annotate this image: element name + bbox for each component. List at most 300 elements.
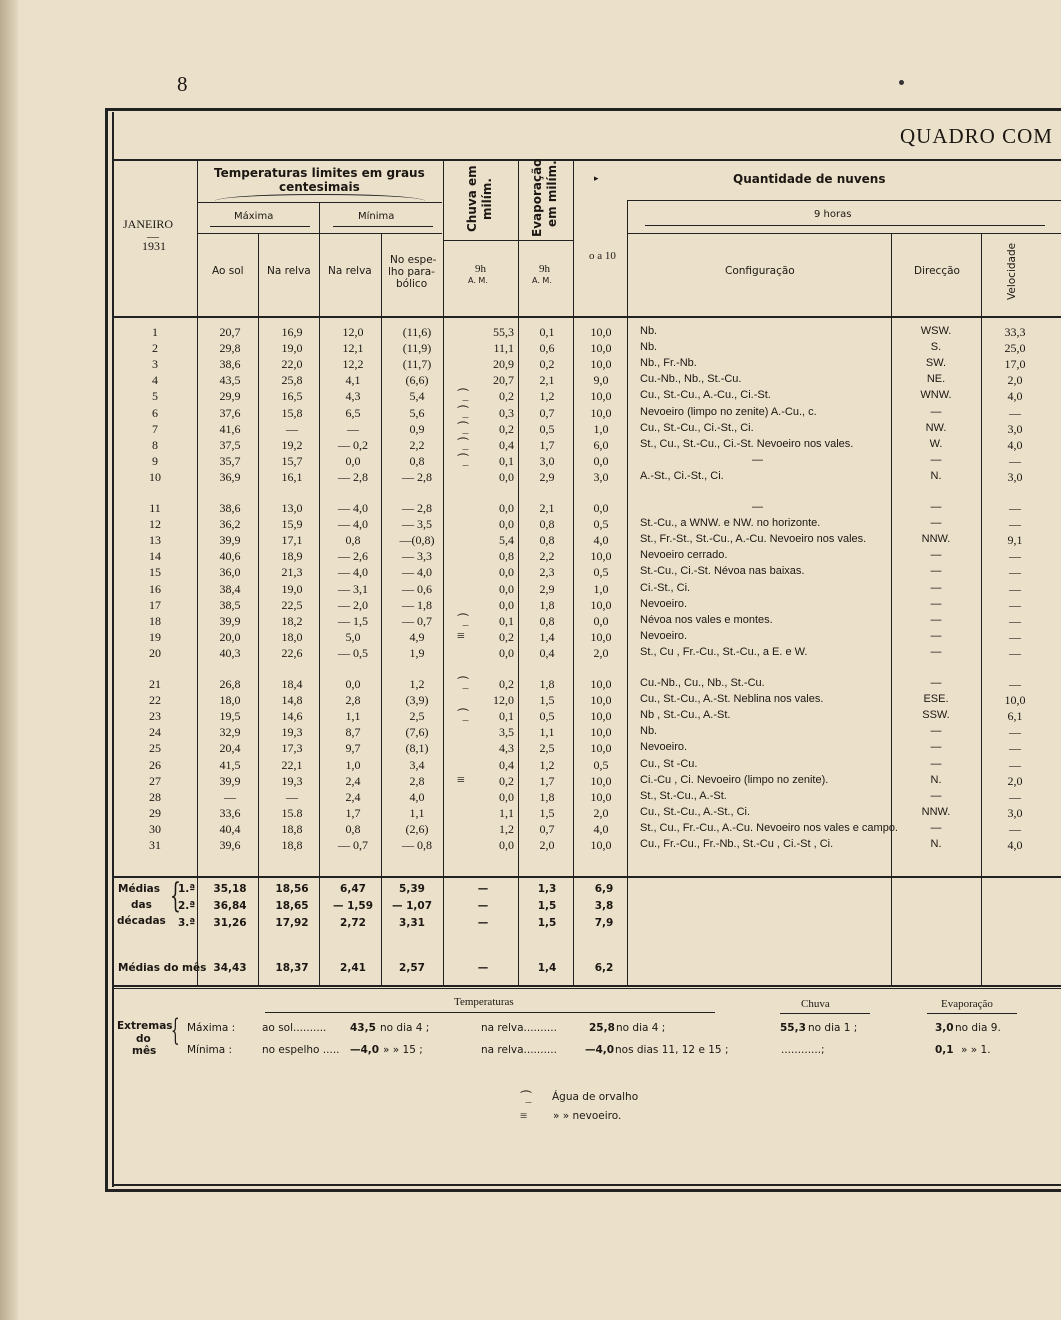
cell-relva-max: 15,9 bbox=[281, 517, 303, 532]
cell-relva-max: 19,0 bbox=[281, 341, 303, 356]
ext-chuva-min: ............; bbox=[781, 1044, 825, 1056]
media-mes-sol: 34,43 bbox=[213, 962, 247, 974]
ext-max-relva-val: 25,8 bbox=[589, 1022, 615, 1034]
cell-relva-min: 1,1 bbox=[345, 709, 361, 724]
media-sol: 35,18 bbox=[213, 883, 247, 895]
cell-configuracao: Ci.-Cu , Ci. Nevoeiro (limpo no zenite). bbox=[640, 773, 829, 786]
cell-chuva: 0,0 bbox=[499, 565, 514, 580]
media-mes-relva-min: 2,41 bbox=[340, 962, 366, 974]
cell-day: 9 bbox=[152, 453, 158, 468]
cell-velocidade: 4,0 bbox=[1007, 389, 1023, 404]
cell-nuvens: 3,0 bbox=[593, 469, 609, 484]
cell-chuva: 5,4 bbox=[499, 533, 514, 548]
cell-sol: 37,6 bbox=[219, 405, 241, 420]
cell-configuracao: Cu., Fr.-Cu., Fr.-Nb., St.-Cu , Ci.-St , Ci. bbox=[640, 838, 834, 850]
cell-day: 16 bbox=[149, 581, 161, 596]
cell-relva-min: 0,0 bbox=[345, 453, 361, 468]
cell-direccao: SSW. bbox=[922, 709, 950, 722]
cell-relva-max: 18,8 bbox=[281, 821, 303, 836]
media-evap: 1,5 bbox=[537, 917, 557, 929]
cell-day: 7 bbox=[152, 421, 158, 436]
cell-velocidade: 10,0 bbox=[1004, 693, 1026, 708]
cell-velocidade: 9,1 bbox=[1007, 533, 1023, 548]
cell-direccao: — bbox=[930, 517, 942, 530]
cell-day: 24 bbox=[149, 725, 161, 740]
cell-direccao: — bbox=[930, 405, 942, 418]
cell-chuva: 3,5 bbox=[499, 725, 514, 740]
cell-sol: — bbox=[224, 789, 236, 804]
cell-nuvens: 0,0 bbox=[593, 453, 609, 468]
cell-relva-min: 12,0 bbox=[342, 325, 364, 339]
cell-velocidade: 4,0 bbox=[1007, 437, 1023, 452]
cell-relva-min: 9,7 bbox=[345, 741, 361, 756]
cell-chuva: 0,2 bbox=[499, 773, 514, 788]
media-relva-max: 17,92 bbox=[275, 917, 309, 929]
cell-velocidade: 25,0 bbox=[1004, 341, 1026, 356]
cell-velocidade: 3,0 bbox=[1007, 469, 1023, 484]
cell-nuvens: 9,0 bbox=[593, 373, 609, 388]
cell-espelho: (7,6) bbox=[405, 725, 429, 740]
col-rule-9 bbox=[891, 233, 892, 986]
cell-relva-max: — bbox=[286, 789, 298, 804]
espelho-header-2: lho para- bbox=[388, 266, 435, 278]
cell-sol: 35,7 bbox=[219, 453, 241, 468]
cell-velocidade: — bbox=[1009, 741, 1021, 756]
cell-nuvens: 10,0 bbox=[590, 693, 612, 708]
page-title: QUADRO COM bbox=[900, 124, 1053, 148]
cell-configuracao: — bbox=[752, 501, 763, 513]
cell-day: 25 bbox=[149, 741, 161, 756]
cell-sol: 20,4 bbox=[219, 741, 241, 756]
cell-chuva: 0,1 bbox=[499, 709, 514, 724]
cell-sol: 39,9 bbox=[219, 533, 241, 548]
ext-temp-brace bbox=[265, 1012, 715, 1019]
media-espelho: — 1,07 bbox=[391, 900, 433, 912]
cell-chuva: 0,0 bbox=[499, 597, 514, 612]
cell-espelho: 1,9 bbox=[409, 645, 425, 660]
cell-nuvens: 6,0 bbox=[593, 437, 609, 452]
medias-mes-label: Médias do mês bbox=[118, 962, 207, 974]
cell-relva-min: — 2,8 bbox=[338, 469, 368, 484]
cell-direccao: NE. bbox=[926, 373, 946, 386]
cell-sol: 40,6 bbox=[219, 549, 241, 564]
cell-espelho: 5,4 bbox=[409, 389, 425, 404]
cell-evap: 0,4 bbox=[539, 645, 555, 660]
ext-evap-val: 3,0 bbox=[935, 1022, 954, 1034]
cell-sol: 29,9 bbox=[219, 389, 241, 404]
dew-icon: ⏜̲ bbox=[457, 404, 469, 419]
nove-horas-subrule bbox=[627, 233, 1061, 234]
cell-day: 3 bbox=[152, 357, 158, 372]
media-nuvens: 3,8 bbox=[594, 900, 614, 912]
cell-relva-max: 22,1 bbox=[281, 757, 303, 772]
dew-icon: ⏜̲ bbox=[457, 452, 469, 467]
cell-day: 4 bbox=[152, 373, 158, 388]
ext-max-sol: ao sol.......... bbox=[262, 1022, 327, 1034]
cell-relva-min: 12,2 bbox=[342, 357, 364, 372]
cell-espelho: — 2,8 bbox=[402, 501, 432, 515]
cell-relva-min: — 4,0 bbox=[338, 565, 368, 580]
cell-evap: 0,8 bbox=[539, 517, 555, 532]
cell-relva-min: 4,3 bbox=[345, 389, 361, 404]
cell-day: 11 bbox=[149, 501, 161, 515]
cell-chuva: 0,2 bbox=[499, 629, 514, 644]
cell-velocidade: 3,0 bbox=[1007, 421, 1023, 436]
cell-configuracao: Nb., Fr.-Nb. bbox=[640, 357, 697, 370]
cell-direccao: — bbox=[930, 645, 942, 658]
cell-relva-min: — 3,1 bbox=[338, 581, 368, 596]
col-rule-3 bbox=[319, 202, 320, 986]
medias-bottom-rule-2 bbox=[112, 988, 1061, 989]
cell-configuracao: A.-St., Ci.-St., Ci. bbox=[640, 469, 724, 482]
cell-espelho: — 4,0 bbox=[402, 565, 432, 580]
cell-espelho: (3,9) bbox=[405, 693, 429, 708]
cell-evap: 0,5 bbox=[539, 709, 555, 724]
cell-configuracao: Nevoeiro. bbox=[640, 741, 688, 754]
cell-relva-max: 21,3 bbox=[281, 565, 303, 580]
cell-direccao: — bbox=[930, 501, 942, 513]
cell-relva-min: 2,8 bbox=[345, 693, 361, 708]
ext-max-relva: na relva.......... bbox=[481, 1022, 557, 1034]
media-mes-espelho: 2,57 bbox=[399, 962, 425, 974]
cell-chuva: 0,0 bbox=[499, 581, 514, 596]
cell-espelho: — 0,7 bbox=[402, 613, 432, 628]
cell-day: 26 bbox=[149, 757, 161, 772]
cell-relva-max: 18,0 bbox=[281, 629, 303, 644]
nove-horas-brace bbox=[645, 225, 1045, 232]
cell-chuva: 20,7 bbox=[493, 373, 514, 388]
decada-label: 2.ª bbox=[178, 900, 196, 912]
cell-relva-max: 15.8 bbox=[281, 805, 303, 820]
ext-min-relva-val: —4,0 bbox=[585, 1044, 615, 1056]
month-dash: — bbox=[147, 229, 159, 243]
media-chuva: — bbox=[477, 900, 489, 912]
ext-evap-dia: no dia 9. bbox=[955, 1022, 1001, 1034]
cell-configuracao: St.-Cu., Ci.-St. Névoa nas baixas. bbox=[640, 565, 805, 578]
ext-max-sol-dia: no dia 4 ; bbox=[380, 1022, 430, 1034]
cell-relva-min: — 0,7 bbox=[338, 838, 368, 852]
cell-nuvens: 10,0 bbox=[590, 709, 612, 724]
dew-icon: ⏜̲ bbox=[457, 436, 469, 451]
cell-espelho: — 2,8 bbox=[402, 469, 432, 484]
decada-label: 3.ª bbox=[178, 917, 196, 929]
cell-nuvens: 10,0 bbox=[590, 325, 612, 339]
cell-espelho: 4,9 bbox=[409, 629, 425, 644]
fog-icon: ≡ bbox=[457, 628, 465, 644]
dew-icon: ⏜̲ bbox=[457, 612, 469, 627]
cell-configuracao: Cu., St.-Cu., Ci.-St., Ci. bbox=[640, 421, 754, 434]
temp-title-1: Temperaturas limites em graus bbox=[214, 166, 425, 180]
cell-nuvens: 10,0 bbox=[590, 677, 612, 691]
cell-nuvens: 0,0 bbox=[593, 613, 609, 628]
extremas-label-3: mês bbox=[132, 1045, 157, 1057]
cell-evap: 2,1 bbox=[539, 501, 555, 515]
cell-relva-max: 19,0 bbox=[281, 581, 303, 596]
cell-chuva: 1,1 bbox=[499, 805, 514, 820]
media-nuvens: 6,9 bbox=[594, 883, 614, 895]
cell-espelho: (6,6) bbox=[405, 373, 429, 388]
ext-temperaturas-header: Temperaturas bbox=[454, 996, 514, 1008]
cell-configuracao: Névoa nos vales e montes. bbox=[640, 613, 773, 626]
cell-relva-max: — bbox=[286, 421, 298, 436]
dew-icon: ⏜̲ bbox=[457, 388, 469, 403]
cell-evap: 2,5 bbox=[539, 741, 555, 756]
cell-configuracao: St., Cu , Fr.-Cu., St.-Cu., a E. e W. bbox=[640, 645, 808, 658]
cell-espelho: (8,1) bbox=[405, 741, 429, 756]
media-relva-min: 2,72 bbox=[340, 917, 366, 929]
cell-evap: 1,8 bbox=[539, 789, 555, 804]
cell-velocidade: — bbox=[1009, 565, 1021, 580]
cell-espelho: (2,6) bbox=[405, 821, 429, 836]
cell-relva-max: 13,0 bbox=[281, 501, 303, 515]
media-sol: 36,84 bbox=[213, 900, 247, 912]
cell-direccao: NW. bbox=[925, 421, 947, 434]
cell-velocidade: 2,0 bbox=[1007, 373, 1023, 388]
dew-icon: ⏜̲ bbox=[457, 676, 469, 690]
cell-evap: 1,2 bbox=[539, 757, 555, 772]
chuva-am: A. M. bbox=[468, 276, 488, 285]
cell-espelho: —(0,8) bbox=[399, 533, 435, 548]
cell-sol: 18,0 bbox=[219, 693, 241, 708]
cell-evap: 2,9 bbox=[539, 469, 555, 484]
media-mes-chuva: — bbox=[477, 962, 489, 974]
cell-chuva: 0,0 bbox=[499, 789, 514, 804]
cell-direccao: ESE. bbox=[923, 693, 949, 706]
zero-dez-header: o a 10 bbox=[589, 250, 616, 262]
cell-nuvens: 10,0 bbox=[590, 838, 612, 852]
medias-brace: { bbox=[170, 876, 181, 916]
medias-bottom-rule bbox=[112, 985, 1061, 987]
cell-sol: 20,0 bbox=[219, 629, 241, 644]
cell-espelho: — 1,8 bbox=[402, 597, 432, 612]
cell-velocidade: — bbox=[1009, 613, 1021, 628]
cell-velocidade: 3,0 bbox=[1007, 805, 1023, 820]
cell-day: 10 bbox=[149, 469, 161, 484]
ext-max-relva-dia: no dia 4 ; bbox=[616, 1022, 666, 1034]
na-relva-min-header: Na relva bbox=[328, 265, 372, 277]
cell-sol: 41,5 bbox=[219, 757, 241, 772]
cell-relva-max: 16,5 bbox=[281, 389, 303, 404]
cell-day: 6 bbox=[152, 405, 158, 420]
cell-chuva: 0,3 bbox=[499, 405, 514, 420]
ext-chuva-dia: no dia 1 ; bbox=[808, 1022, 858, 1034]
cell-day: 5 bbox=[152, 389, 158, 404]
cell-nuvens: 1,0 bbox=[593, 421, 609, 436]
header-bottom-rule bbox=[112, 316, 1061, 318]
ext-min-relva: na relva.......... bbox=[481, 1044, 557, 1056]
cell-direccao: W. bbox=[929, 437, 943, 450]
cell-direccao: WNW. bbox=[920, 389, 952, 402]
temp-brace bbox=[215, 194, 425, 201]
cell-relva-max: 15,8 bbox=[281, 405, 303, 420]
cell-relva-max: 22,0 bbox=[281, 357, 303, 372]
cell-chuva: 0,0 bbox=[499, 517, 514, 532]
media-espelho: 5,39 bbox=[399, 883, 425, 895]
cell-espelho: 3,4 bbox=[409, 757, 425, 772]
cell-relva-min: — bbox=[347, 421, 359, 436]
cell-nuvens: 4,0 bbox=[593, 821, 609, 836]
cell-relva-max: 14,6 bbox=[281, 709, 303, 724]
cell-relva-min: — 2,0 bbox=[338, 597, 368, 612]
cell-sol: 36,2 bbox=[219, 517, 241, 532]
cell-direccao: — bbox=[930, 821, 942, 834]
cell-configuracao: Ci.-St., Ci. bbox=[640, 581, 691, 594]
cell-evap: 0,8 bbox=[539, 533, 555, 548]
cell-chuva: 0,8 bbox=[499, 549, 514, 564]
media-relva-min: — 1,59 bbox=[332, 900, 374, 912]
cell-velocidade: — bbox=[1009, 645, 1021, 660]
cell-chuva: 0,0 bbox=[499, 645, 514, 660]
cell-chuva: 0,1 bbox=[499, 613, 514, 628]
cell-relva-max: 14,8 bbox=[281, 693, 303, 708]
evap-hour: 9h bbox=[539, 263, 550, 275]
cell-day: 23 bbox=[149, 709, 161, 724]
cell-evap: 2,9 bbox=[539, 581, 555, 596]
cell-configuracao: St.-Cu., a WNW. e NW. no horizonte. bbox=[640, 517, 821, 530]
hour-subrule bbox=[443, 240, 573, 241]
cell-relva-min: 0,0 bbox=[345, 677, 361, 691]
legend-dew: Água de orvalho bbox=[552, 1091, 639, 1103]
cell-direccao: — bbox=[930, 741, 942, 754]
cell-relva-max: 18,9 bbox=[281, 549, 303, 564]
cell-relva-max: 18,8 bbox=[281, 838, 303, 852]
cell-configuracao: St., St.-Cu., A.-St. bbox=[640, 789, 727, 802]
cell-chuva: 11,1 bbox=[493, 341, 514, 356]
cell-nuvens: 2,0 bbox=[593, 645, 609, 660]
cell-sol: 19,5 bbox=[219, 709, 241, 724]
ext-chuva-brace bbox=[780, 1013, 870, 1020]
cell-relva-max: 19,3 bbox=[281, 773, 303, 788]
col-rule-8 bbox=[627, 200, 628, 986]
cell-day: 27 bbox=[149, 773, 161, 788]
cell-evap: 1,5 bbox=[539, 805, 555, 820]
cell-nuvens: 10,0 bbox=[590, 357, 612, 372]
cell-sol: 26,8 bbox=[219, 677, 241, 691]
cell-nuvens: 0,5 bbox=[593, 565, 609, 580]
medias-label-1: Médias bbox=[118, 883, 161, 895]
media-sol: 31,26 bbox=[213, 917, 247, 929]
cell-day: 29 bbox=[149, 805, 161, 820]
cell-day: 31 bbox=[149, 838, 161, 852]
col-rule-1 bbox=[197, 159, 198, 986]
cell-sol: 39,9 bbox=[219, 773, 241, 788]
ext-chuva-header: Chuva bbox=[801, 998, 830, 1010]
na-relva-max-header: Na relva bbox=[267, 265, 311, 277]
cell-sol: 36,0 bbox=[219, 565, 241, 580]
cell-relva-min: 0,8 bbox=[345, 533, 361, 548]
cell-sol: 39,6 bbox=[219, 838, 241, 852]
cell-relva-min: 4,1 bbox=[345, 373, 361, 388]
cell-relva-max: 18,4 bbox=[281, 677, 303, 691]
media-mes-evap: 1,4 bbox=[537, 962, 557, 974]
cell-espelho: 5,6 bbox=[409, 405, 425, 420]
cell-nuvens: 10,0 bbox=[590, 773, 612, 788]
ext-chuva-val: 55,3 bbox=[780, 1022, 806, 1034]
cell-velocidade: — bbox=[1009, 517, 1021, 532]
cell-chuva: 55,3 bbox=[493, 325, 514, 339]
cell-nuvens: 10,0 bbox=[590, 597, 612, 612]
cell-evap: 3,0 bbox=[539, 453, 555, 468]
cell-chuva: 0,1 bbox=[499, 453, 514, 468]
cell-relva-min: — 2,6 bbox=[338, 549, 368, 564]
cell-espelho: 2,5 bbox=[409, 709, 425, 724]
cell-espelho: (11,6) bbox=[402, 325, 432, 339]
cell-direccao: N. bbox=[930, 469, 942, 482]
cell-chuva: 0,0 bbox=[499, 469, 514, 484]
cell-direccao: — bbox=[930, 757, 942, 770]
ext-evap-min-val: 0,1 bbox=[935, 1044, 954, 1056]
cell-configuracao: Nevoeiro (limpo no zenite) A.-Cu., c. bbox=[640, 405, 817, 418]
cell-relva-min: 0,8 bbox=[345, 821, 361, 836]
cell-nuvens: 2,0 bbox=[593, 805, 609, 820]
cell-relva-max: 22,5 bbox=[281, 597, 303, 612]
cell-velocidade: — bbox=[1009, 597, 1021, 612]
cell-velocidade: — bbox=[1009, 501, 1021, 515]
chuva-header-2: milím. bbox=[480, 178, 494, 220]
cell-chuva: 0,2 bbox=[499, 677, 514, 691]
cell-chuva: 12,0 bbox=[493, 693, 514, 708]
cell-nuvens: 10,0 bbox=[590, 725, 612, 740]
cell-day: 28 bbox=[149, 789, 161, 804]
cell-nuvens: 10,0 bbox=[590, 549, 612, 564]
media-evap: 1,5 bbox=[537, 900, 557, 912]
cell-espelho: (11,9) bbox=[402, 341, 432, 356]
cell-relva-max: 25,8 bbox=[281, 373, 303, 388]
legend-fog: » » nevoeiro. bbox=[553, 1110, 622, 1122]
cell-sol: 38,5 bbox=[219, 597, 241, 612]
ext-minima-label: Mínima : bbox=[187, 1044, 233, 1056]
cell-chuva: 0,0 bbox=[499, 838, 514, 852]
medias-label-2: das bbox=[131, 899, 152, 911]
cell-chuva: 0,4 bbox=[499, 437, 514, 452]
cell-velocidade: — bbox=[1009, 453, 1021, 468]
cell-relva-min: 2,4 bbox=[345, 773, 361, 788]
page-number: 8 bbox=[177, 72, 188, 96]
ext-maxima-label: Máxima : bbox=[187, 1022, 236, 1034]
cell-day: 12 bbox=[149, 517, 161, 532]
cell-direccao: N. bbox=[930, 838, 942, 850]
cell-configuracao: Cu.-Nb., Cu., Nb., St.-Cu. bbox=[640, 677, 765, 689]
ext-evap-min-dia: » » 1. bbox=[961, 1044, 991, 1056]
cell-evap: 0,7 bbox=[539, 821, 555, 836]
cell-espelho: — 3,5 bbox=[402, 517, 432, 532]
cell-chuva: 20,9 bbox=[493, 357, 514, 372]
cell-sol: 41,6 bbox=[219, 421, 241, 436]
cell-velocidade: — bbox=[1009, 725, 1021, 740]
cell-nuvens: 10,0 bbox=[590, 741, 612, 756]
cell-direccao: — bbox=[930, 629, 942, 642]
cell-configuracao: Nevoeiro. bbox=[640, 597, 688, 610]
cell-configuracao: Cu., St.-Cu., A.-Cu., Ci.-St. bbox=[640, 389, 771, 402]
cell-espelho: 2,8 bbox=[409, 773, 425, 788]
cell-evap: 2,3 bbox=[539, 565, 555, 580]
cell-configuracao: Nevoeiro. bbox=[640, 629, 688, 642]
cell-relva-min: 1,7 bbox=[345, 805, 361, 820]
cell-evap: 0,8 bbox=[539, 613, 555, 628]
cell-evap: 1,4 bbox=[539, 629, 555, 644]
media-evap: 1,3 bbox=[537, 883, 557, 895]
cell-direccao: — bbox=[930, 565, 942, 578]
binding-edge bbox=[0, 0, 18, 1320]
cell-relva-min: — 4,0 bbox=[338, 501, 368, 515]
cell-relva-min: 1,0 bbox=[345, 757, 361, 772]
cell-chuva: 0,2 bbox=[499, 421, 514, 436]
cell-nuvens: 0,5 bbox=[593, 517, 609, 532]
cell-sol: 20,7 bbox=[219, 325, 241, 339]
nuvens-subrule bbox=[627, 200, 1061, 201]
cell-evap: 1,1 bbox=[539, 725, 555, 740]
cell-velocidade: 6,1 bbox=[1007, 709, 1023, 724]
